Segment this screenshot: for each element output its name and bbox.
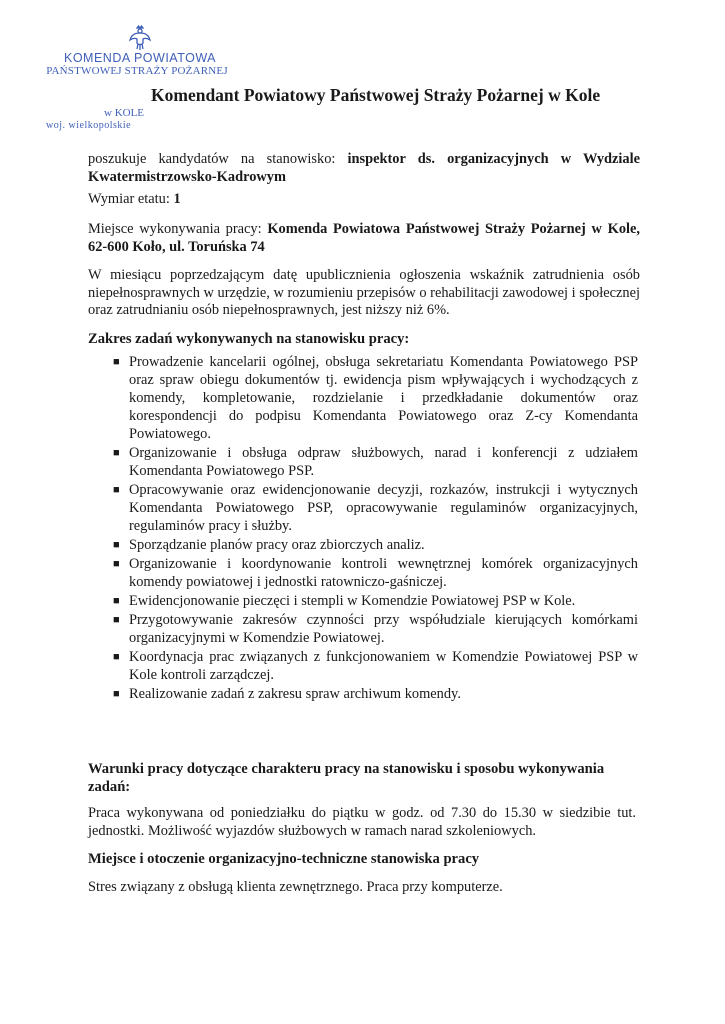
stamp-line-3: w KOLE: [104, 107, 145, 119]
environment-text: Stres związany z obsługą klienta zewnętrznego. Praca przy komputerze.: [88, 879, 503, 895]
environment-heading: Miejsce i otoczenie organizacyjno-techniczne stanowiska pracy: [88, 851, 480, 867]
conditions-heading: Warunki pracy dotyczące charakteru pracy na stanowisku i sposobu wykonywania zadań:: [88, 761, 605, 795]
list-item: [113, 555, 638, 591]
place-value: Komenda Powiatowa Państwowej Straży Pożarnej w Kole, 62-600 Koło, ul. Toruńska 74: [88, 221, 640, 255]
stamp-line-4: woj. wielkopolskie: [46, 120, 132, 131]
bullet-icon: ■: [113, 558, 120, 570]
bullet-icon: ■: [113, 595, 120, 607]
conditions-text: Praca wykonywana od poniedziałku do piątku w godz. od 7.30 do 15.30 w siedzibie tut. jednostki. Możliwość wyjazdów służbowych w ramach narad szkoleniowych.: [88, 805, 636, 839]
etat-line: [88, 191, 640, 209]
bullet-icon: ■: [113, 539, 120, 551]
list-item: [113, 685, 638, 703]
place-label: Miejsce wykonywania pracy:: [88, 221, 268, 237]
task-text: Opracowywanie oraz ewidencjonowanie decyzji, rozkazów, instrukcji i wytycznych Komendanta Powiatowego PSP, opracowywanie regulaminów organizacyjnych, regulaminów pracy i służby.: [129, 482, 638, 534]
seeking-paragraph: [88, 151, 640, 186]
bullet-icon: ■: [113, 614, 120, 626]
list-item: [113, 592, 638, 610]
bullet-icon: ■: [113, 447, 120, 459]
position-name: inspektor ds. organizacyjnych w Wydziale Kwatermistrzowsko-Kadrowym: [88, 151, 640, 185]
list-item: [113, 611, 638, 647]
seeking-prefix: poszukuje kandydatów na stanowisko:: [88, 151, 348, 167]
task-text: Organizowanie i koordynowanie kontroli wewnętrznej komórek organizacyjnych komendy powiatowej i jednostki ratowniczo-gaśniczej.: [129, 556, 638, 590]
disability-note: W miesiącu poprzedzającym datę upublicznienia ogłoszenia wskaźnik zatrudnienia osób niepełnosprawnych w urzędzie, w rozumieniu przepisów o rehabilitacji zawodowej i społecznej oraz zatrudnianiu osób niepełnosprawnych, jest niższy niż 6%.: [88, 267, 640, 318]
task-text: Realizowanie zadań z zakresu spraw archiwum komendy.: [129, 686, 461, 702]
tasks-list: [113, 353, 638, 704]
task-text: Sporządzanie planów pracy oraz zbiorczych analiz.: [129, 537, 425, 553]
bullet-icon: ■: [113, 484, 120, 496]
etat-label: Wymiar etatu:: [88, 191, 174, 207]
task-text: Przygotowywanie zakresów czynności przy współudziale kierujących komórkami organizacyjnymi w Komendzie Powiatowej.: [129, 612, 638, 646]
task-text: Organizowanie i obsługa odpraw służbowych, narad i konferencji z udziałem Komendanta Powiatowego PSP.: [129, 445, 638, 479]
list-item: [113, 536, 638, 554]
task-text: Koordynacja prac związanych z funkcjonowaniem w Komendzie Powiatowej PSP w Kole kontroli zarządczej.: [129, 649, 638, 683]
task-text: Prowadzenie kancelarii ogólnej, obsługa sekretariatu Komendanta Powiatowego PSP oraz spraw obiegu dokumentów tj. ewidencja pism wpływających i wychodzących z komendy, kompletowanie, rozdzielanie i przedkładanie dokumentów oraz korespondencji do podpisu Komendanta Powiatowego oraz Z-cy Komendanta Powiatowego.: [129, 354, 638, 442]
list-item: [113, 648, 638, 684]
stamp-line-1: KOMENDA POWIATOWA: [63, 51, 217, 65]
place-paragraph: [88, 221, 640, 256]
bullet-icon: ■: [113, 356, 120, 368]
list-item: [113, 444, 638, 480]
bullet-icon: ■: [113, 651, 120, 663]
eagle-emblem-icon: [128, 25, 152, 51]
bullet-icon: ■: [113, 688, 120, 700]
official-stamp: [40, 25, 240, 131]
task-text: Ewidencjonowanie pieczęci i stempli w Komendzie Powiatowej PSP w Kole.: [129, 593, 576, 609]
list-item: [113, 353, 638, 443]
etat-value: 1: [173, 191, 181, 207]
list-item: [113, 481, 638, 535]
stamp-line-2: PAŃSTWOWEJ STRAŻY POŻARNEJ: [46, 65, 228, 77]
tasks-heading: Zakres zadań wykonywanych na stanowisku pracy:: [88, 331, 410, 347]
document-title: Komendant Powiatowy Państwowej Straży Pożarnej w Kole: [151, 85, 601, 105]
